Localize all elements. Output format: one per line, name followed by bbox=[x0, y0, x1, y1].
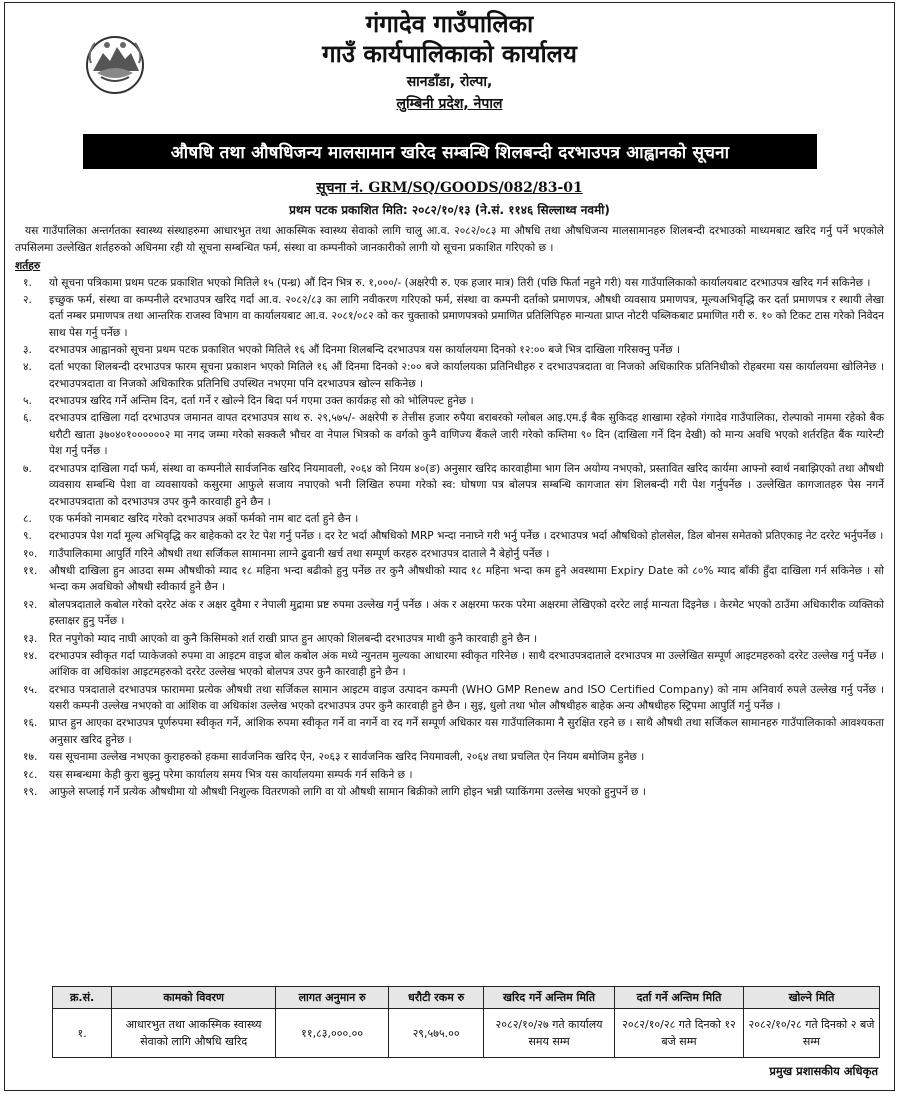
condition-number: ९. bbox=[23, 530, 32, 543]
signatory-title: प्रमुख प्रशासकीय अधिकृत bbox=[769, 1064, 878, 1078]
cell-sn: १. bbox=[53, 1009, 112, 1058]
condition-text: दरभाउपत्र आह्वानको सूचना प्रथम पटक प्रकाशित भएको मितिले १६ औं दिनमा शिलबन्दि दरभाउपत्र यस कार्यालयमा दिनको १२:०० बजे भित्र दाखिला गरिसक्नु पर्नेछ । bbox=[49, 344, 680, 357]
condition-item bbox=[15, 342, 884, 359]
condition-number: १३. bbox=[23, 632, 38, 645]
condition-number: ११. bbox=[23, 564, 38, 577]
table-header-row bbox=[53, 987, 880, 1009]
condition-number: ८. bbox=[23, 513, 32, 526]
condition-text: दरभाउपत्र दाखिला गर्दा फर्म, संस्था वा कम्पनीले सार्वजनिक खरिद नियमावली, २०६४ को नियम ४०(ङ) अनुसार खरिद कारवाहीमा भाग लिन अयोग्य नभएको, प्रस्तावित खरिद कार्यमा आफ्नो स्वार्थ नबाझिएको तथा औषधी व्यवसाय सम्बन्धि पेशा वा व्यवसायको कसुरमा आफुले सजाय नपाएको भनी लिखित रुपमा गरेको स्व: घोषणा पत्र बोलपत्र सम्बन्धि कागजात संग शिलबन्दी गरी पेश गर्नुपर्नेछ । उल्लेखित कागजातहरु पेस नगर्ने दरभाउपत्रदाता को दरभाउपत्र उपर कुनै कारवाही हुने छैन । bbox=[49, 462, 884, 508]
intro-paragraph: यस गाउँपालिका अन्तर्गतका स्वास्थ्य संस्थाहरुमा आधारभुत तथा आकस्मिक स्वास्थ्य सेवाको लागि चालु आ.व. २०८२/०८३ मा औषधि तथा औषधिजन्य मालसामानहरु शिलबन्दी दरभाउको माध्यमबाट खरिद गर्नु पर्ने भएकोले तपसिलमा उल्लेखित शर्तहरुको अधिनमा रही यो सूचना सम्बन्धित फर्म, संस्था वा कम्पनीको जानकारीको लागी यो सूचना प्रकाशित गरिएको छ । bbox=[15, 225, 884, 254]
condition-number: १७. bbox=[23, 751, 38, 764]
cell-opening-date: २०८२/१०/२८ गते दिनको २ बजे सम्म bbox=[743, 1009, 879, 1058]
condition-text: दर्ता भएका शिलबन्दी दरभाउपत्र फारम सूचना प्रकाशन भएको मितिले १६ औं दिनमा दिनको २:०० बजे कार्यालयका प्रतिनिधीहरु र दरभाउपत्रदाता वा निजको अधिकारिक प्रतिनिधीको रोहबरमा यस कार्यालयमा खोलिनेछ । दरभाउपत्रदाता वा निजको अधिकारिक प्रतिनिधि उपस्थित नभएमा पनि दरभाउपत्र खोल्न सकिनेछ । bbox=[49, 361, 884, 390]
condition-number: १८. bbox=[23, 768, 38, 781]
cell-purchase-deadline: २०८२/१०/२७ गते कार्यालय समय सम्म bbox=[484, 1009, 615, 1058]
conditions-title: शर्तहरु bbox=[15, 260, 41, 272]
condition-item bbox=[15, 682, 884, 715]
condition-text: आफुले सप्लाई गर्ने प्रत्येक औषधीमा यो औषधी निशुल्क वितरणको लागि वा यो औषधी सामान बिक्रीको लागि होइन भन्नी प्याकिंगमा उल्लेख भएको हुनुपर्ने छ । bbox=[49, 785, 646, 798]
condition-number: ६. bbox=[23, 412, 32, 425]
condition-item bbox=[15, 292, 884, 342]
condition-text: दरभाउपत्र दाखिला गर्दा दरभाउपत्र जमानत वापत दरभाउपत्र साथ रु. २९,५७५/- अक्षरेपी रु तेत्तीस हजार रुपैया बराबरको ग्लोबल आइ.एम.ई बैक सुकिदह शाखामा रहेको गंगादेव गाउँपालिका, रोल्पाको नाममा रहेको बैक धरौटी खाता ३७०४०१००००००२ मा नगद जम्मा गरेको सक्कलै भौचर वा नेपाल भित्रको क वर्गको कुनै वाणिज्य बैंकले जारी गरेको कम्तिमा ९० दिन (दाखिला गर्ने दिन देखी) को मान्य अवधि भएको शर्तरहित बैंक ग्यारेन्टी पेश गर्नु पर्नेछ । bbox=[49, 412, 884, 458]
condition-number: १. bbox=[23, 276, 32, 289]
condition-text: एक फर्मको नामबाट खरिद गरेको दरभाउपत्र अर्को फर्मको नाम बाट दर्ता हुने छैन । bbox=[49, 513, 359, 526]
publication-date: प्रथम पटक प्रकाशित मिति: २०८२/१०/१३ (ने.सं. ११४६ सिल्लाथ्व नवमी) bbox=[289, 203, 610, 217]
condition-item bbox=[15, 275, 884, 292]
condition-text: दरभाउपत्र स्वीकृत गर्दा प्याकेजको रुपमा वा आइटम वाइज बोल कबोल अंक मध्ये न्युनतम मुल्यका आधारमा स्वीकृत गरिनेछ । साथै दरभाउपत्रदाताले दरभाउपत्र मा उल्लेखित सम्पूर्ण आइटमहरुको दररेट उल्लेख गर्नु पर्नेछ । आंशिक वा अधिकांश आइटमहरुको दररेट उल्लेख भएको बोलपत्र उपर कुनै कारवाही हुने छैन । bbox=[49, 649, 884, 679]
cell-description: आधारभुत तथा आकस्मिक स्वास्थ्य सेवाको लागि औषधि खरिद bbox=[112, 1009, 276, 1058]
condition-item bbox=[15, 767, 884, 784]
cell-deposit: २९,५७५.०० bbox=[389, 1009, 484, 1058]
condition-item bbox=[15, 528, 884, 545]
condition-number: ४. bbox=[23, 361, 32, 374]
condition-item bbox=[15, 461, 884, 511]
office-province: लुम्बिनी प्रदेश, नेपाल bbox=[396, 96, 503, 112]
condition-text: इच्छुक फर्म, संस्था वा कम्पनीले दरभाउपत्र खरिद गर्दा आ.व. २०८२/८३ का लागि नवीकरण गरिएको फर्म, संस्था वा कम्पनी दर्ताको प्रमाणपत्र, औषधी व्यवसाय प्रमाणपत्र, मूल्यअभिवृद्धि कर दर्ता प्रमाणपत्र र स्थायी लेखा दर्ता नम्बर प्रमाणपत्र तथा आन्तरिक राजस्व विभाग वा कार्यालयबाट आ.व. २०८१/०८२ को कर चुक्ताको प्रमाणपत्रको प्रमाणित प्रतिलिपिहरु मान्यता प्राप्त नोटरी पब्लिकबाट प्रमाणित गरी रु. १० को टिकट टास गरेको निवेदन साथ पेस गर्नु पर्नेछ । bbox=[49, 293, 884, 339]
conditions-list bbox=[15, 275, 884, 801]
condition-number: २. bbox=[23, 293, 32, 306]
condition-text: गाउँपालिकामा आपुर्ति गरिने औषधी तथा सर्जिकल सामानमा लाग्ने ढुवानी खर्च तथा सम्पूर्ण करहरु दरभाउपत्र दाताले नै बेहोर्नु पर्नेछ । bbox=[49, 547, 550, 560]
condition-item bbox=[15, 393, 884, 410]
condition-item bbox=[15, 597, 884, 630]
condition-item bbox=[15, 511, 884, 528]
condition-text: बोलपत्रदाताले कबोल गरेको दररेट अंक र अक्षर दुवैमा र नेपाली मुद्रामा प्रष्ट रुपमा उल्लेख गर्नु पर्नेछ । अंक र अक्षरमा फरक परेमा अक्षरमा लेखिएको दररेट लाई मान्यता दिइनेछ । केरमेट भएको ठाउँमा अधिकारीक व्यक्तिको हस्ताक्षर हुनु पर्नेछ । bbox=[49, 598, 884, 628]
condition-item bbox=[15, 359, 884, 392]
condition-text: यस सम्बन्धमा केही कुरा बुझ्नु परेमा कार्यालय समय भित्र यस कार्यालयमा सम्पर्क गर्न सकिने छ । bbox=[49, 768, 413, 781]
condition-item bbox=[15, 648, 884, 681]
condition-text: रित नपुगेको म्याद नाघी आएको वा कुनै किसिमको शर्त राखी प्राप्त हुन आएको शिलबन्दी दरभाउपत्र माथी कुनै कारवाही हुने छैन । bbox=[49, 632, 538, 645]
col-header-deposit: धरौटी रकम रु bbox=[389, 987, 484, 1009]
condition-number: १४. bbox=[23, 649, 38, 662]
condition-item bbox=[15, 715, 884, 748]
condition-number: १९. bbox=[23, 785, 38, 798]
cell-registration-deadline: २०८२/१०/२८ गते दिनको १२ बजे सम्म bbox=[614, 1009, 743, 1058]
condition-text: दरभाउ पत्रदाताले दरभाउपत्र फाराममा प्रत्येक औषधी तथा सर्जिकल सामान आइटम वाइज उत्पादन कम्पनी (WHO GMP Renew and ISO Certified Company) को नाम अनिवार्य रुपले उल्लेख गर्नु पर्नेछ । यसरी कम्पनी उल्लेख नभएको वा आंशिक वा अधिकांश उल्लेख भएको दरभाउपत्र उपर कुनै कारवाही हुने छैन । सुइ, धुलो तथा भोल औषधीहरु बाहेक अन्य औषधीहरु स्ट्रिपमा आपुर्ति गर्नु पर्नेछ । bbox=[49, 683, 884, 713]
condition-text: दरभाउपत्र खरिद गर्ने अन्तिम दिन, दर्ता गर्ने र खोल्ने दिन बिदा पर्न गएमा उक्त कार्यक्रह सो को भोलिपल्ट हुनेछ । bbox=[49, 395, 474, 408]
condition-text: दरभाउपत्र पेश गर्दा मूल्य अभिवृद्धि कर बाहेकको दर रेट पेश गर्नु पर्नेछ । दर रेट भर्दा औषधिको MRP भन्दा ननाघ्ने गरी भर्नु पर्नेछ । दरभाउपत्र भर्दा औषधिको होलसेल, डिल बोनस समेतको प्रतिएकाइ नेट दररेट भर्नुपर्नेछ । bbox=[49, 530, 884, 543]
notice-number: सूचना नं. GRM/SQ/GOODS/082/83-01 bbox=[316, 180, 583, 196]
col-header-purchase-deadline: खरिद गर्ने अन्तिम मिति bbox=[484, 987, 615, 1009]
condition-number: १५. bbox=[23, 683, 38, 696]
condition-number: १६. bbox=[23, 717, 38, 730]
col-header-registration-deadline: दर्ता गर्ने अन्तिम मिति bbox=[614, 987, 743, 1009]
header bbox=[5, 3, 894, 129]
condition-item bbox=[15, 410, 884, 460]
condition-number: ५. bbox=[23, 395, 32, 408]
condition-text: प्राप्त हुन आएका दरभाउपत्र पूर्णरुपमा स्वीकृत गर्ने, आंशिक रुपमा स्वीकृत गर्ने वा नगर्ने वा रद गर्ने सम्पूर्ण अधिकार यस गाउँपालिकामा नै सुरक्षित रहने छ । साथै औषधी तथा सर्जिकल सामानहरु गाउँपालिकाको आवश्यकता अनुसार खरिद हुनेछ । bbox=[49, 717, 884, 746]
condition-item bbox=[15, 749, 884, 766]
org-name: गंगादेव गाउँपालिका bbox=[365, 10, 534, 38]
condition-item bbox=[15, 631, 884, 648]
condition-text: यस सूचनामा उल्लेख नभएका कुराहरुको हकमा सार्वजनिक खरिद ऐन, २०६३ र सार्वजनिक खरिद नियमावली, २०६४ तथा प्रचलित ऐन नियम बमोजिम हुनेछ । bbox=[49, 751, 645, 764]
col-header-estimate: लागत अनुमान रु bbox=[276, 987, 389, 1009]
condition-number: १२. bbox=[23, 598, 38, 611]
cell-estimate: ११,८३,०००.०० bbox=[276, 1009, 389, 1058]
condition-item bbox=[15, 546, 884, 563]
condition-text: औषधी दाखिला हुन आउदा सम्म औषधीको म्याद १८ महिना भन्दा बढीको हुनु पर्नेछ तर कुनै औषधीको म्याद १८ महिना भन्दा कम हुने अवस्थामा Expiry Date को ८०% म्याद बाँकी हुँदा दाखिला गर्न सकिनेछ । सो भन्दा कम अवधिको औषधी स्वीकार्य हुने छैन । bbox=[49, 564, 884, 594]
condition-number: ३. bbox=[23, 344, 32, 357]
col-header-sn: क्र.सं. bbox=[53, 987, 112, 1009]
condition-item bbox=[15, 563, 884, 596]
condition-item bbox=[15, 784, 884, 801]
notice-page bbox=[4, 2, 895, 1091]
col-header-description: कामको विवरण bbox=[112, 987, 276, 1009]
notice-title-banner: औषधि तथा औषधिजन्य मालसामान खरिद सम्बन्धि शिलबन्दी दरभाउपत्र आह्वानको सूचना bbox=[83, 134, 817, 169]
procurement-table bbox=[52, 986, 880, 1058]
condition-text: यो सूचना पत्रिकामा प्रथम पटक प्रकाशित भएको मितिले १५ (पन्ध्र) औं दिन भित्र रु. १,०००/- (अक्षरेपी रु. एक हजार मात्र) तिरी (पछि फिर्ता नहुने गरी) यस गाउँपालिकाको कार्यालयबाट दरभाउपत्र खरिद गर्न सकिनेछ । bbox=[49, 276, 871, 289]
office-name: गाउँ कार्यपालिकाको कार्यालय bbox=[322, 40, 577, 68]
col-header-opening-date: खोल्ने मिति bbox=[743, 987, 879, 1009]
condition-number: ७. bbox=[23, 462, 32, 475]
office-address: सानडाँडा, रोल्पा, bbox=[406, 74, 493, 90]
notice-body bbox=[15, 223, 884, 801]
condition-number: १०. bbox=[23, 547, 38, 560]
table-row bbox=[53, 1009, 880, 1058]
